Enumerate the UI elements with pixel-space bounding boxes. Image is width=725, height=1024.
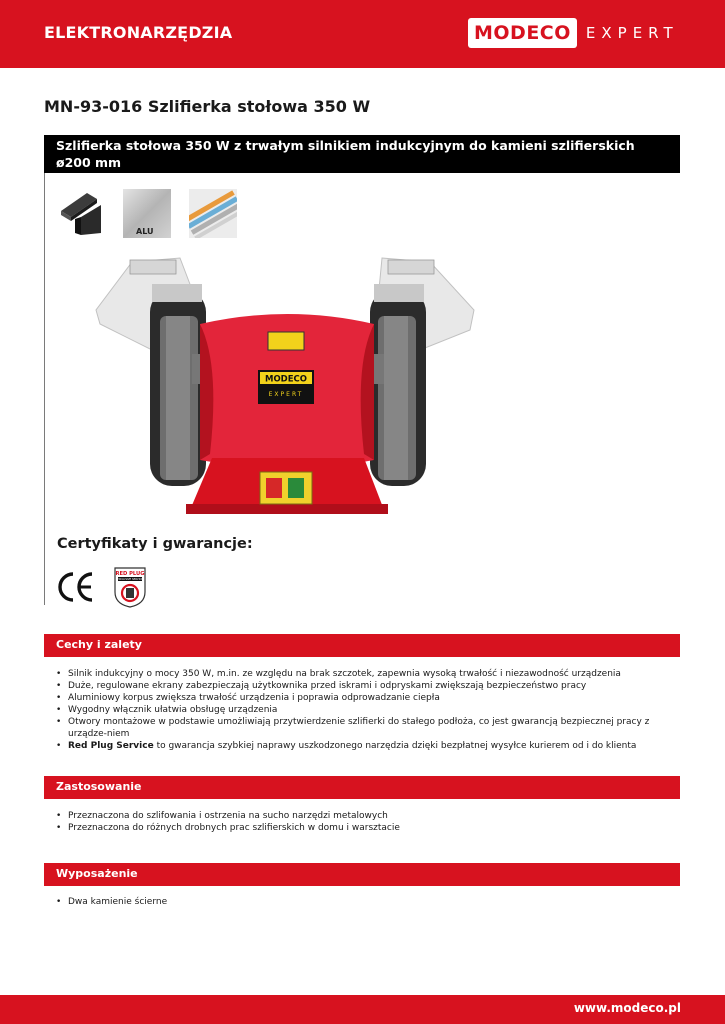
list-item: • Przeznaczona do różnych drobnych prac szlifierskich w domu i warsztacie <box>56 822 676 834</box>
product-image <box>92 254 482 526</box>
red-plug-label: RED PLUG <box>115 571 145 577</box>
red-plug-service-icon <box>111 566 149 608</box>
list-item: • Duże, regulowane ekrany zabezpieczają użytkownika przed iskrami i odpryskami zwiększają bezpieczeństwo pracy <box>56 680 684 692</box>
list-item: • Aluminiowy korpus zwiększa trwałość urządzenia i poprawia odprowadzanie ciepła <box>56 692 684 704</box>
alu-label: ALU <box>136 227 154 236</box>
header-bar <box>0 0 725 68</box>
ce-mark-icon <box>56 570 96 604</box>
features-section-title: Cechy i zalety <box>56 638 142 651</box>
application-section-title: Zastosowanie <box>56 780 142 793</box>
list-item: • Przeznaczona do szlifowania i ostrzenia na sucho narzędzi metalowych <box>56 810 676 822</box>
red-plug-sub: EXCLUSIVE SERVICE <box>117 578 143 582</box>
red-plug-service-text: to gwarancja szybkiej naprawy uszkodzonego narzędzia dzięki bezpłatnej wysyłce kurierem od i do klienta <box>153 741 637 751</box>
application-section-header <box>44 776 680 799</box>
website-link[interactable]: www.modeco.pl <box>573 1001 681 1015</box>
list-item: • Wygodny włącznik ułatwia obsługę urządzenia <box>56 704 684 716</box>
features-section-header <box>44 634 680 657</box>
product-title: MN-93-016 Szlifierka stołowa 350 W <box>44 97 371 116</box>
application-list <box>56 810 676 834</box>
machine-logo-brand: MODECO <box>264 374 308 385</box>
equipment-list <box>56 896 676 908</box>
divider <box>44 173 45 605</box>
category-title: ELEKTRONARZĘDZIA <box>44 23 233 42</box>
product-description: Szlifierka stołowa 350 W z trwałym silnikiem indukcyjnym do kamieni szlifierskich ø200 mm <box>44 135 680 173</box>
steel-profile-icon <box>57 189 105 238</box>
list-item: • Otwory montażowe w podstawie umożliwiają przytwierdzenie szlifierki do stałego podłoża, co jest gwarancją bezpiecznej pracy z urządze-niem <box>56 716 684 740</box>
equipment-section-title: Wyposażenie <box>56 867 138 880</box>
material-profiles-icon <box>189 189 237 238</box>
features-list <box>56 668 684 752</box>
alu-icon <box>123 189 171 238</box>
logo-brand: MODECO <box>468 18 577 48</box>
modeco-expert-logo[interactable] <box>468 16 679 50</box>
footer-bar <box>0 995 725 1024</box>
list-item: • Dwa kamienie ścierne <box>56 896 676 908</box>
equipment-section-header <box>44 863 680 886</box>
certificates-title: Certyfikaty i gwarancje: <box>57 536 253 552</box>
list-item: • Silnik indukcyjny o mocy 350 W, m.in. ze względu na brak szczotek, zapewnia wysoką trwałość i niezawodność urządzenia <box>56 668 684 680</box>
logo-sub: EXPERT <box>585 24 679 42</box>
machine-logo-sub: EXPERT <box>268 391 304 398</box>
list-item <box>56 740 684 752</box>
red-plug-service-label: Red Plug Service <box>68 741 154 751</box>
